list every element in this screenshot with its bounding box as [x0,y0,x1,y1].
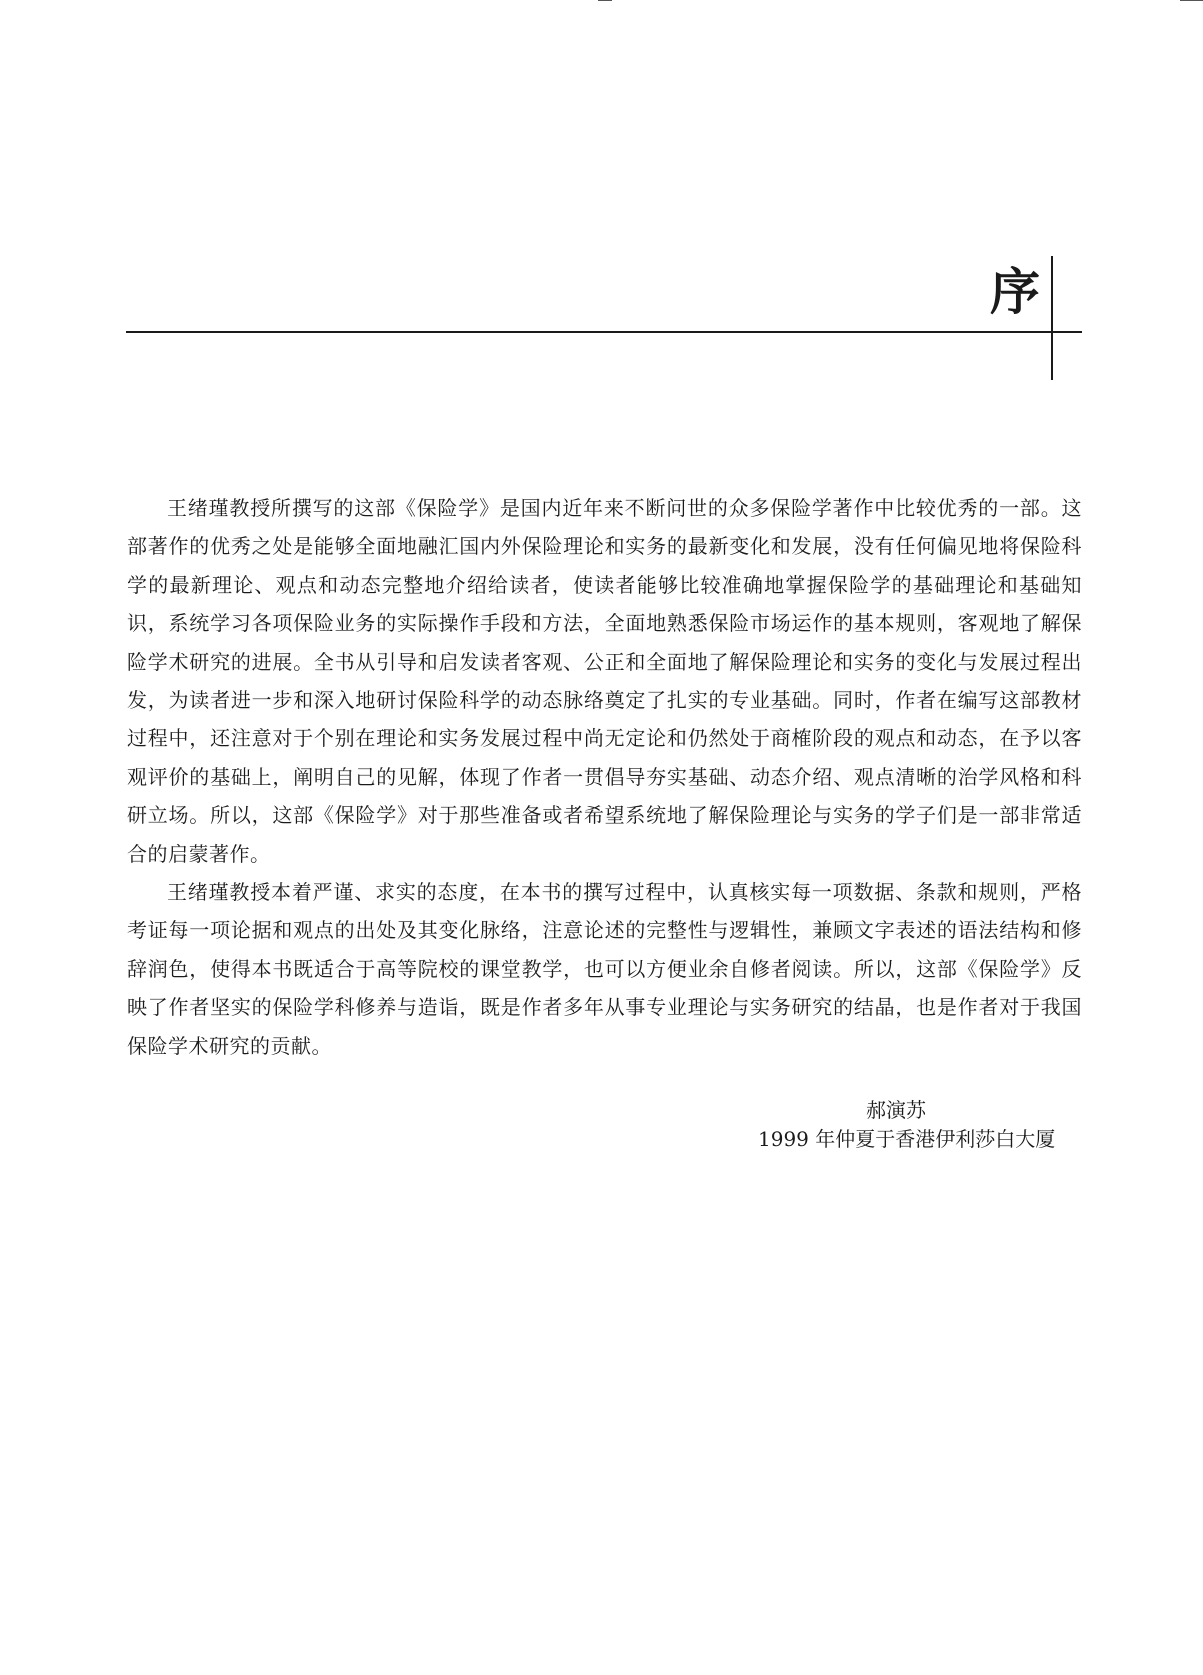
page-title: 序 [990,262,1040,321]
title-vertical-rule [1051,256,1053,380]
title-horizontal-rule [126,331,1082,333]
signature-date-place: 1999 年仲夏于香港伊利莎白大厦 [758,1127,1056,1151]
signature-author: 郝演苏 [866,1098,926,1122]
paragraph-2: 王绪瑾教授本着严谨、求实的态度，在本书的撰写过程中，认真核实每一项数据、条款和规则，严格考证每一项论据和观点的出处及其变化脉络，注意论述的完整性与逻辑性，兼顾文字表述的语法结构和修辞润色，使得本书既适合于高等院校的课堂教学，也可以方便业余自修者阅读。所以，这部《保险学》反映了作者坚实的保险学科修养与造诣，既是作者多年从事专业理论与实务研究的结晶，也是作者对于我国保险学术研究的贡献。 [127,880,1082,1058]
preface-body [127,489,1082,1065]
top-right-crop-mark [1180,0,1203,1]
paragraph-1: 王绪瑾教授所撰写的这部《保险学》是国内近年来不断问世的众多保险学著作中比较优秀的一部。这部著作的优秀之处是能够全面地融汇国内外保险理论和实务的最新变化和发展，没有任何偏见地将保险科学的最新理论、观点和动态完整地介绍给读者，使读者能够比较准确地掌握保险学的基础理论和基础知识，系统学习各项保险业务的实际操作手段和方法，全面地熟悉保险市场运作的基本规则，客观地了解保险学术研究的进展。全书从引导和启发读者客观、公正和全面地了解保险理论和实务的变化与发展过程出发，为读者进一步和深入地研讨保险科学的动态脉络奠定了扎实的专业基础。同时，作者在编写这部教材过程中，还注意对于个别在理论和实务发展过程中尚无定论和仍然处于商榷阶段的观点和动态，在予以客观评价的基础上，阐明自己的见解，体现了作者一贯倡导夯实基础、动态介绍、观点清晰的治学风格和科研立场。所以，这部《保险学》对于那些准备或者希望系统地了解保险理论与实务的学子们是一部非常适合的启蒙著作。 [127,496,1082,866]
top-crop-mark [598,0,612,1]
